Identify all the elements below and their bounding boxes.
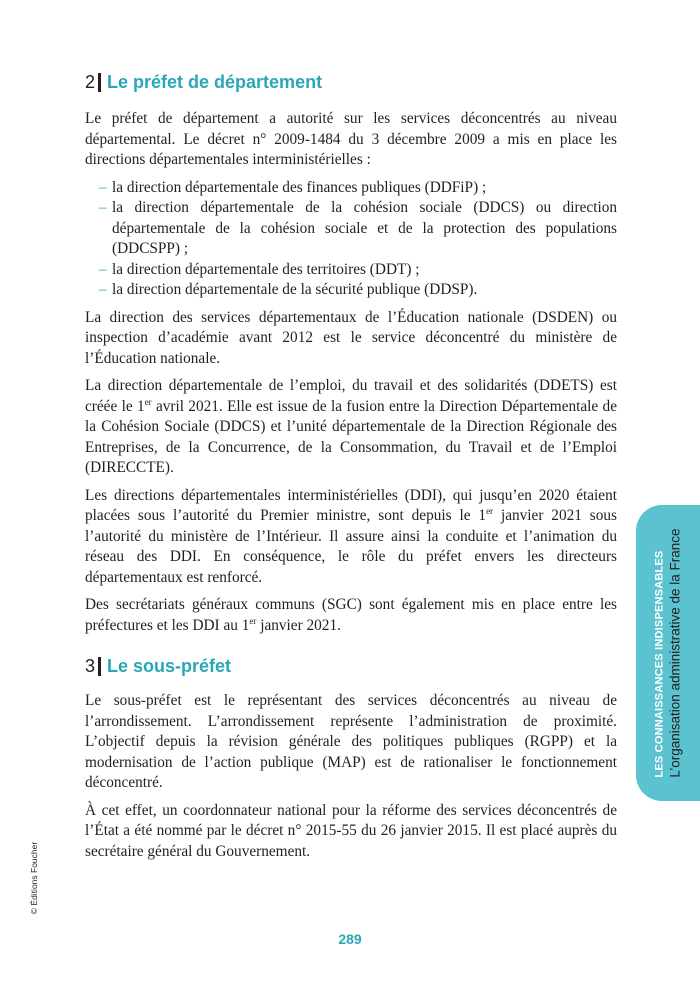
list-item: – la direction départementale des finances publiques (DDFiP) ; bbox=[99, 178, 617, 199]
section-title: Le préfet de département bbox=[107, 72, 323, 92]
chapter-title: L’organisation administrative de la France bbox=[667, 528, 683, 778]
text-run: janvier 2021. bbox=[256, 616, 341, 634]
text-run: Les directions départementales interministérielles (DDI), qui jusqu’en 2020 étaient placées sous l’autorité du Premier ministre, sont depuis le 1 bbox=[85, 486, 617, 524]
text-run: avril 2021. Elle est issue de la fusion entre la Direction Départementale de la Cohésion Sociale (DDCS) et l’unité départementale de la Direction Régionale des Entreprises, de la Concurrence, de la Consommation, du Travail et de l’Emploi (DIRECCTE). bbox=[85, 397, 617, 476]
paragraph-intro: Le préfet de département a autorité sur les services déconcentrés au niveau départemental. Le décret n° 2009-1484 du 3 décembre 2009 a mis en place les directions départementales interministérielles : bbox=[85, 110, 617, 168]
section-prefet-departement bbox=[85, 72, 617, 636]
section-number: 2 bbox=[85, 72, 96, 92]
section-sous-prefet bbox=[85, 656, 617, 862]
paragraph-ddi bbox=[85, 486, 617, 589]
heading-divider bbox=[98, 73, 101, 92]
superscript: er bbox=[249, 615, 257, 626]
paragraph-sous-prefet: Le sous-préfet est le représentant des services déconcentrés au niveau de l’arrondissement. L’arrondissement représente l’administration de proximité. L’objectif depuis la révision générale des politiques publiques (RGPP) et la modernisation de l’action publique (MAP) est de rationaliser le fonctionnement déconcentré. bbox=[85, 692, 617, 791]
superscript: er bbox=[486, 505, 494, 516]
section-number: 3 bbox=[85, 656, 96, 676]
list-item: – la direction départementale des territoires (DDT) ; bbox=[99, 260, 617, 281]
ddi-list bbox=[85, 178, 617, 301]
text-run: janvier 2021 sous l’autorité du ministère de l’Intérieur. Il assure ainsi la conduite et l’animation du réseau des DDI. En conséquence, le rôle du préfet envers les directeurs départementaux est renforcé. bbox=[85, 507, 617, 586]
paragraph-dsden: La direction des services départementaux de l’Éducation nationale (DSDEN) ou inspection d’académie avant 2012 est le service déconcentré du ministère de l’Éducation nationale. bbox=[85, 308, 617, 367]
heading-divider bbox=[98, 657, 101, 676]
text-run: Des secrétariats généraux communs (SGC) sont également mis en place entre les préfectures et les DDI au 1 bbox=[85, 596, 617, 634]
text-run: La direction départementale de l’emploi, du travail et des solidarités (DDETS) est créée le 1 bbox=[85, 377, 617, 415]
list-item: – la direction départementale de la cohésion sociale (DDCS) ou direction départementale de la cohésion sociale et de la protection des populations (DDCSPP) ; bbox=[99, 198, 617, 260]
section-heading bbox=[85, 656, 617, 677]
page-number: 289 bbox=[338, 931, 362, 947]
section-heading bbox=[85, 72, 617, 93]
superscript: er bbox=[144, 396, 152, 407]
page-content bbox=[85, 72, 617, 869]
chapter-side-label bbox=[653, 528, 684, 777]
paragraph-sgc bbox=[85, 595, 617, 636]
section-title: Le sous-préfet bbox=[107, 656, 232, 676]
paragraph-coordonnateur: À cet effet, un coordonnateur national pour la réforme des services déconcentrés de l’État a été nommé par le décret n° 2015-55 du 26 janvier 2015. Il est placé auprès du secrétaire général du Gouvernement. bbox=[85, 801, 617, 860]
copyright-notice: © Éditions Foucher bbox=[29, 841, 39, 915]
list-item: – la direction départementale de la sécurité publique (DDSP). bbox=[99, 280, 617, 301]
chapter-category: LES CONNAISSANCES INDISPENSABLES bbox=[653, 550, 666, 778]
paragraph-ddets bbox=[85, 376, 617, 479]
